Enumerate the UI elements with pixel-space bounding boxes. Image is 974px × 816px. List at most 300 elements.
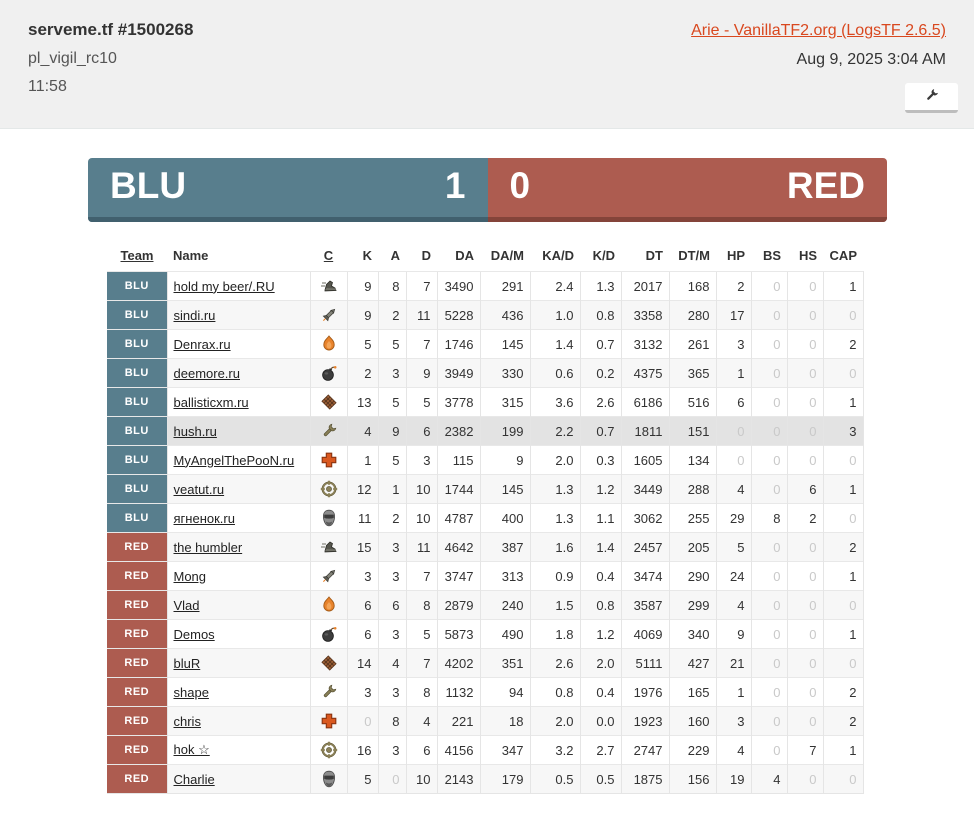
- blu-team-label: BLU: [110, 164, 187, 206]
- stat-dt: 6186: [621, 388, 669, 417]
- sniper-icon: [320, 741, 338, 756]
- stat-dt: 3132: [621, 330, 669, 359]
- stat-dam: 490: [480, 620, 530, 649]
- player-row: [107, 417, 863, 446]
- column-header-dt[interactable]: DT: [621, 240, 669, 272]
- team-badge: BLU: [107, 446, 167, 475]
- player-row: [107, 388, 863, 417]
- pyro-icon: [320, 335, 338, 350]
- stat-dt: 1811: [621, 417, 669, 446]
- log-header: [0, 0, 974, 129]
- team-badge: BLU: [107, 504, 167, 533]
- stat-dtm: 365: [669, 359, 716, 388]
- stat-k: 9: [347, 272, 378, 301]
- stat-hp: 17: [716, 301, 751, 330]
- stat-dam: 313: [480, 562, 530, 591]
- stat-k: 16: [347, 736, 378, 765]
- column-header-team[interactable]: Team: [107, 240, 167, 272]
- player-row: [107, 620, 863, 649]
- stat-hs: 0: [787, 330, 823, 359]
- player-link[interactable]: veatut.ru: [173, 481, 225, 497]
- column-header-bs[interactable]: BS: [751, 240, 787, 272]
- stat-d: 10: [406, 475, 437, 504]
- stat-bs: 0: [751, 678, 787, 707]
- stat-dam: 240: [480, 591, 530, 620]
- stat-d: 7: [406, 272, 437, 301]
- team-badge: RED: [107, 736, 167, 765]
- player-name-cell: [167, 533, 310, 562]
- class-cell: [310, 649, 347, 678]
- stat-da: 3747: [437, 562, 480, 591]
- column-header-c[interactable]: C: [310, 240, 347, 272]
- red-score: 0: [509, 164, 531, 206]
- stat-d: 9: [406, 359, 437, 388]
- stat-bs: 0: [751, 359, 787, 388]
- stat-a: 3: [378, 678, 406, 707]
- stat-kd: 1.2: [580, 620, 621, 649]
- stat-dtm: 290: [669, 562, 716, 591]
- stat-hp: 2: [716, 272, 751, 301]
- stat-hs: 0: [787, 417, 823, 446]
- stat-dtm: 156: [669, 765, 716, 794]
- stat-bs: 0: [751, 649, 787, 678]
- uploader-link[interactable]: Arie - VanillaTF2.org (LogsTF 2.6.5): [691, 22, 946, 39]
- player-name-cell: [167, 504, 310, 533]
- stat-kd: 0.8: [580, 591, 621, 620]
- stat-a: 2: [378, 504, 406, 533]
- stat-dam: 199: [480, 417, 530, 446]
- stat-a: 5: [378, 446, 406, 475]
- stat-dt: 3474: [621, 562, 669, 591]
- stat-cap: 0: [823, 504, 863, 533]
- stat-k: 5: [347, 330, 378, 359]
- stat-hp: 24: [716, 562, 751, 591]
- stat-dt: 4069: [621, 620, 669, 649]
- stat-bs: 0: [751, 272, 787, 301]
- stat-k: 6: [347, 620, 378, 649]
- stat-hp: 29: [716, 504, 751, 533]
- player-link[interactable]: Charlie: [173, 771, 215, 787]
- stat-kd: 0.4: [580, 678, 621, 707]
- spy-icon: [320, 770, 338, 785]
- stat-a: 3: [378, 562, 406, 591]
- column-header-kad[interactable]: KA/D: [530, 240, 580, 272]
- stat-kd: 1.3: [580, 272, 621, 301]
- player-link[interactable]: ягненок.ru: [173, 510, 235, 526]
- stat-da: 3490: [437, 272, 480, 301]
- player-row: [107, 765, 863, 794]
- class-cell: [310, 765, 347, 794]
- stat-da: 2143: [437, 765, 480, 794]
- class-cell: [310, 272, 347, 301]
- stat-kd: 0.2: [580, 359, 621, 388]
- stat-cap: 1: [823, 388, 863, 417]
- team-badge: RED: [107, 591, 167, 620]
- stat-da: 4787: [437, 504, 480, 533]
- stat-da: 1744: [437, 475, 480, 504]
- class-cell: [310, 678, 347, 707]
- stat-bs: 0: [751, 620, 787, 649]
- stat-d: 10: [406, 765, 437, 794]
- medic-icon: [320, 712, 338, 727]
- stat-dam: 315: [480, 388, 530, 417]
- stat-a: 3: [378, 736, 406, 765]
- stat-k: 3: [347, 562, 378, 591]
- stat-hp: 21: [716, 649, 751, 678]
- scout-icon: [320, 538, 338, 553]
- team-badge: BLU: [107, 359, 167, 388]
- stat-kd: 1.1: [580, 504, 621, 533]
- stat-hp: 1: [716, 359, 751, 388]
- stat-dt: 2017: [621, 272, 669, 301]
- stat-hp: 1: [716, 678, 751, 707]
- player-link[interactable]: Denrax.ru: [173, 336, 231, 352]
- column-header-dtm[interactable]: DT/M: [669, 240, 716, 272]
- stat-hs: 2: [787, 504, 823, 533]
- stat-a: 9: [378, 417, 406, 446]
- stat-da: 5228: [437, 301, 480, 330]
- stat-dam: 330: [480, 359, 530, 388]
- stat-a: 8: [378, 707, 406, 736]
- stat-hs: 0: [787, 562, 823, 591]
- player-name-cell: [167, 649, 310, 678]
- stat-cap: 1: [823, 620, 863, 649]
- stat-dam: 291: [480, 272, 530, 301]
- stat-kad: 2.0: [530, 707, 580, 736]
- demoman-icon: [320, 364, 338, 379]
- player-link[interactable]: hold my beer/.RU: [173, 278, 275, 294]
- player-name-cell: [167, 359, 310, 388]
- player-link[interactable]: the humbler: [173, 539, 243, 555]
- player-name-cell: [167, 591, 310, 620]
- class-cell: [310, 388, 347, 417]
- stat-d: 5: [406, 388, 437, 417]
- team-badge: RED: [107, 533, 167, 562]
- column-header-d[interactable]: D: [406, 240, 437, 272]
- stat-dt: 3449: [621, 475, 669, 504]
- team-badge: BLU: [107, 272, 167, 301]
- player-link[interactable]: Vlad: [173, 597, 200, 613]
- stat-d: 8: [406, 678, 437, 707]
- stat-kad: 1.8: [530, 620, 580, 649]
- stat-bs: 0: [751, 591, 787, 620]
- column-header-a[interactable]: A: [378, 240, 406, 272]
- stat-a: 3: [378, 620, 406, 649]
- medic-icon: [320, 451, 338, 466]
- player-row: [107, 446, 863, 475]
- stat-hp: 4: [716, 736, 751, 765]
- stat-hp: 3: [716, 330, 751, 359]
- class-cell: [310, 359, 347, 388]
- pyro-icon: [320, 596, 338, 611]
- soldier-icon: [320, 306, 338, 321]
- stat-dt: 5111: [621, 649, 669, 678]
- team-badge: BLU: [107, 330, 167, 359]
- stat-kad: 2.0: [530, 446, 580, 475]
- column-header-dam[interactable]: DA/M: [480, 240, 530, 272]
- class-cell: [310, 504, 347, 533]
- stat-dt: 2747: [621, 736, 669, 765]
- stat-hp: 0: [716, 446, 751, 475]
- player-link[interactable]: MyAngelThePooN.ru: [173, 452, 295, 468]
- stat-hs: 0: [787, 388, 823, 417]
- stat-bs: 0: [751, 301, 787, 330]
- stat-kad: 1.6: [530, 533, 580, 562]
- column-header-cap[interactable]: CAP: [823, 240, 863, 272]
- team-badge: BLU: [107, 301, 167, 330]
- stat-hs: 0: [787, 533, 823, 562]
- stat-k: 3: [347, 678, 378, 707]
- demoman-icon: [320, 625, 338, 640]
- stat-a: 3: [378, 533, 406, 562]
- wrench-icon: [923, 87, 940, 107]
- stat-dtm: 165: [669, 678, 716, 707]
- player-link[interactable]: hush.ru: [173, 423, 217, 439]
- stat-kad: 2.2: [530, 417, 580, 446]
- stat-dt: 3587: [621, 591, 669, 620]
- stat-dam: 436: [480, 301, 530, 330]
- stat-cap: 0: [823, 446, 863, 475]
- player-link[interactable]: ballisticxm.ru: [173, 394, 249, 410]
- player-row: [107, 301, 863, 330]
- blu-score-panel: [88, 158, 488, 222]
- column-header-hs[interactable]: HS: [787, 240, 823, 272]
- stat-bs: 0: [751, 533, 787, 562]
- player-row: [107, 678, 863, 707]
- player-row: [107, 736, 863, 765]
- player-link[interactable]: sindi.ru: [173, 307, 216, 323]
- column-header-kd[interactable]: K/D: [580, 240, 621, 272]
- stat-a: 5: [378, 330, 406, 359]
- soldier-icon: [320, 567, 338, 582]
- stat-hs: 0: [787, 591, 823, 620]
- player-name-cell: [167, 562, 310, 591]
- stat-bs: 0: [751, 446, 787, 475]
- stat-hs: 0: [787, 678, 823, 707]
- stat-kd: 2.6: [580, 388, 621, 417]
- stat-k: 2: [347, 359, 378, 388]
- class-cell: [310, 417, 347, 446]
- stat-k: 4: [347, 417, 378, 446]
- red-team-label: RED: [786, 164, 865, 206]
- team-badge: RED: [107, 707, 167, 736]
- player-link[interactable]: hok ☆: [173, 742, 210, 757]
- stat-dtm: 229: [669, 736, 716, 765]
- stat-hs: 0: [787, 765, 823, 794]
- player-row: [107, 591, 863, 620]
- column-header-k[interactable]: K: [347, 240, 378, 272]
- team-badge: RED: [107, 562, 167, 591]
- player-name-cell: [167, 678, 310, 707]
- tools-button[interactable]: [905, 83, 958, 113]
- stat-cap: 3: [823, 417, 863, 446]
- stat-dt: 4375: [621, 359, 669, 388]
- stat-cap: 1: [823, 562, 863, 591]
- stat-bs: 0: [751, 417, 787, 446]
- player-link[interactable]: shape: [173, 684, 209, 700]
- sniper-icon: [320, 480, 338, 495]
- class-cell: [310, 591, 347, 620]
- stat-dam: 351: [480, 649, 530, 678]
- stat-dt: 3358: [621, 301, 669, 330]
- stat-hp: 4: [716, 475, 751, 504]
- stat-hp: 6: [716, 388, 751, 417]
- player-link[interactable]: chris: [173, 713, 201, 729]
- stat-dtm: 205: [669, 533, 716, 562]
- stat-cap: 2: [823, 678, 863, 707]
- stat-dtm: 340: [669, 620, 716, 649]
- stat-cap: 0: [823, 591, 863, 620]
- stat-kad: 0.9: [530, 562, 580, 591]
- stat-cap: 0: [823, 765, 863, 794]
- stat-kad: 1.3: [530, 504, 580, 533]
- stat-hp: 9: [716, 620, 751, 649]
- stat-dt: 1976: [621, 678, 669, 707]
- stat-a: 0: [378, 765, 406, 794]
- stat-d: 4: [406, 707, 437, 736]
- stat-kad: 0.8: [530, 678, 580, 707]
- stat-dam: 18: [480, 707, 530, 736]
- team-badge: BLU: [107, 417, 167, 446]
- class-cell: [310, 533, 347, 562]
- stat-d: 7: [406, 649, 437, 678]
- column-header-da[interactable]: DA: [437, 240, 480, 272]
- column-header-name[interactable]: Name: [167, 240, 310, 272]
- stat-dam: 9: [480, 446, 530, 475]
- stat-bs: 0: [751, 562, 787, 591]
- stat-cap: 2: [823, 707, 863, 736]
- stat-k: 9: [347, 301, 378, 330]
- stat-k: 14: [347, 649, 378, 678]
- player-link[interactable]: Mong: [173, 568, 207, 584]
- stat-kad: 0.6: [530, 359, 580, 388]
- stat-bs: 0: [751, 707, 787, 736]
- stat-dam: 400: [480, 504, 530, 533]
- stat-dtm: 261: [669, 330, 716, 359]
- player-link[interactable]: deemore.ru: [173, 365, 240, 381]
- stat-d: 11: [406, 301, 437, 330]
- player-name-cell: [167, 446, 310, 475]
- stat-kad: 3.6: [530, 388, 580, 417]
- stat-d: 11: [406, 533, 437, 562]
- stat-d: 5: [406, 620, 437, 649]
- stat-da: 4156: [437, 736, 480, 765]
- player-link[interactable]: Demos: [173, 626, 215, 642]
- player-name-cell: [167, 330, 310, 359]
- stat-cap: 1: [823, 475, 863, 504]
- stat-dtm: 160: [669, 707, 716, 736]
- stat-cap: 0: [823, 359, 863, 388]
- player-stats-table: [107, 240, 864, 794]
- engineer-icon: [320, 422, 338, 437]
- stat-a: 6: [378, 591, 406, 620]
- log-title: serveme.tf #1500268: [28, 20, 194, 39]
- stat-kd: 0.5: [580, 765, 621, 794]
- stat-hs: 0: [787, 301, 823, 330]
- stat-da: 4202: [437, 649, 480, 678]
- player-row: [107, 533, 863, 562]
- stat-dam: 387: [480, 533, 530, 562]
- stat-da: 115: [437, 446, 480, 475]
- class-cell: [310, 736, 347, 765]
- stat-kd: 1.4: [580, 533, 621, 562]
- team-badge: BLU: [107, 475, 167, 504]
- column-header-hp[interactable]: HP: [716, 240, 751, 272]
- stat-kd: 0.7: [580, 330, 621, 359]
- stat-da: 5873: [437, 620, 480, 649]
- stat-bs: 8: [751, 504, 787, 533]
- player-name-cell: [167, 475, 310, 504]
- player-row: [107, 504, 863, 533]
- player-row: [107, 475, 863, 504]
- stat-d: 6: [406, 417, 437, 446]
- stat-kad: 1.5: [530, 591, 580, 620]
- stat-k: 0: [347, 707, 378, 736]
- player-row: [107, 707, 863, 736]
- stat-d: 7: [406, 562, 437, 591]
- stat-hs: 0: [787, 359, 823, 388]
- stat-d: 8: [406, 591, 437, 620]
- player-row: [107, 562, 863, 591]
- blu-score: 1: [444, 164, 466, 206]
- stat-k: 6: [347, 591, 378, 620]
- class-cell: [310, 620, 347, 649]
- stat-kd: 0.7: [580, 417, 621, 446]
- stat-kad: 2.6: [530, 649, 580, 678]
- stat-dtm: 280: [669, 301, 716, 330]
- stats-table-body: [107, 272, 863, 794]
- map-name: pl_vigil_rc10: [28, 50, 117, 67]
- stat-cap: 2: [823, 330, 863, 359]
- stat-cap: 0: [823, 649, 863, 678]
- stat-bs: 0: [751, 330, 787, 359]
- stat-hp: 3: [716, 707, 751, 736]
- stat-a: 8: [378, 272, 406, 301]
- stat-hs: 0: [787, 620, 823, 649]
- stat-da: 3778: [437, 388, 480, 417]
- class-cell: [310, 707, 347, 736]
- stat-bs: 0: [751, 475, 787, 504]
- player-row: [107, 649, 863, 678]
- stat-kad: 3.2: [530, 736, 580, 765]
- stat-a: 2: [378, 301, 406, 330]
- heavy-icon: [320, 654, 338, 669]
- player-name-cell: [167, 272, 310, 301]
- stat-hp: 0: [716, 417, 751, 446]
- stat-d: 10: [406, 504, 437, 533]
- stat-bs: 0: [751, 736, 787, 765]
- stat-kad: 2.4: [530, 272, 580, 301]
- player-link[interactable]: bluR: [173, 655, 201, 671]
- team-badge: RED: [107, 678, 167, 707]
- stat-k: 1: [347, 446, 378, 475]
- stat-bs: 4: [751, 765, 787, 794]
- player-name-cell: [167, 417, 310, 446]
- engineer-icon: [320, 683, 338, 698]
- team-badge: RED: [107, 765, 167, 794]
- stat-dam: 145: [480, 330, 530, 359]
- stat-a: 1: [378, 475, 406, 504]
- stat-hp: 19: [716, 765, 751, 794]
- stat-cap: 2: [823, 533, 863, 562]
- stat-dam: 179: [480, 765, 530, 794]
- stat-hs: 0: [787, 707, 823, 736]
- player-row: [107, 359, 863, 388]
- team-badge: BLU: [107, 388, 167, 417]
- score-banner: [88, 158, 887, 222]
- spy-icon: [320, 509, 338, 524]
- class-cell: [310, 330, 347, 359]
